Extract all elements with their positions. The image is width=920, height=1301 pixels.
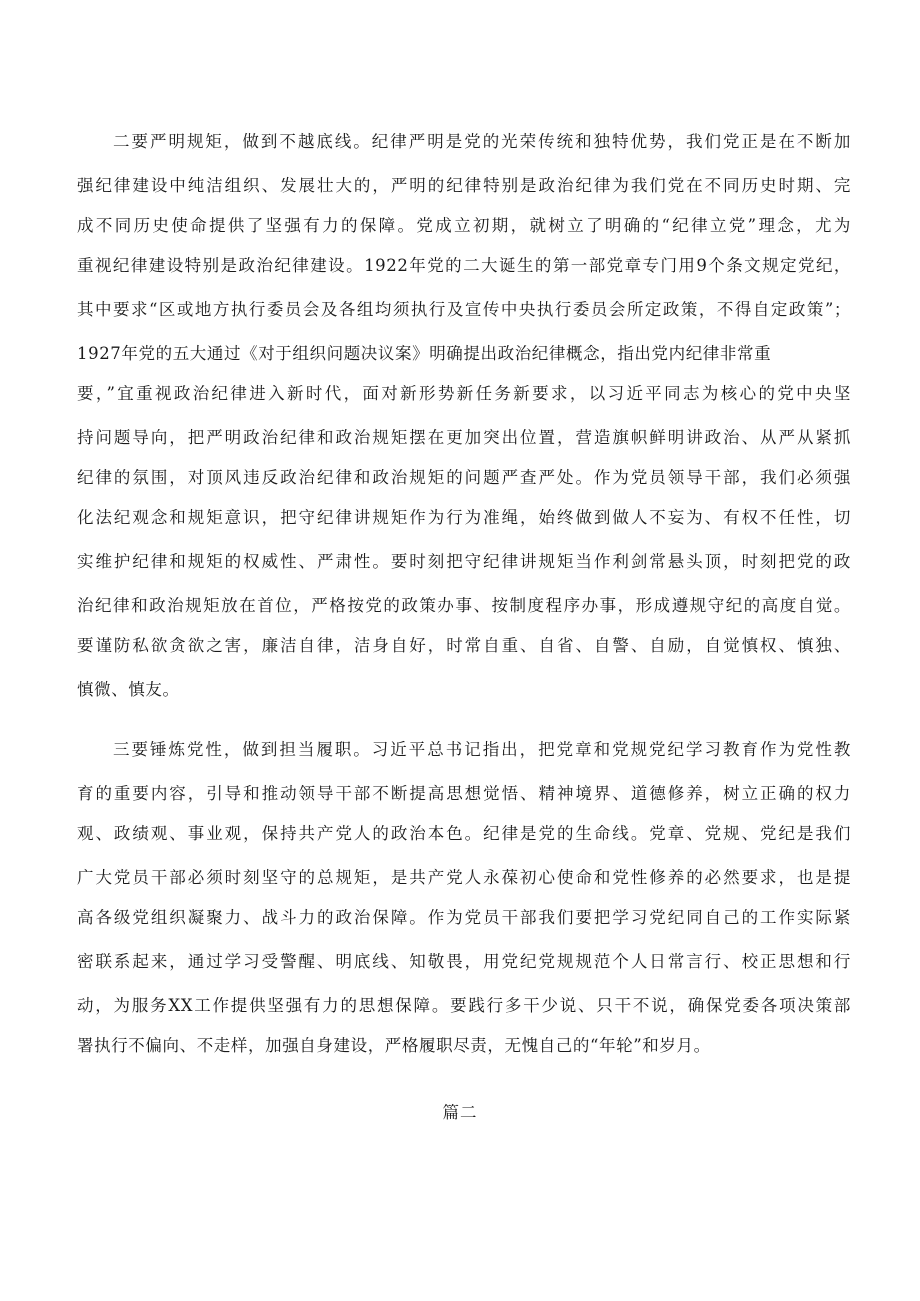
text-line: 持问题导向，把严明政治纪律和政治规矩摆在更加突出位置，营造旗帜鲜明讲政治、从严从紧抓 <box>77 428 851 447</box>
text-line: 密联系起来，通过学习受警醒、明底线、知敬畏，用党纪党规规范个人日常言行、校正思想和行 <box>77 952 851 971</box>
text-line: 其中要求“区或地方执行委员会及各组均须执行及宣传中央执行委员会所定政策，不得自定政策”； <box>77 300 851 319</box>
text-line: 纪律的氛围，对顶风违反政治纪律和政治规矩的问题严查严处。作为党员领导干部，我们必须强 <box>77 468 851 487</box>
text-line: 1927年党的五大通过《对于组织问题决议案》明确提出政治纪律概念，指出党内纪律非常重 <box>77 344 772 363</box>
section-heading: 篇二 <box>442 1103 478 1122</box>
text-line: 成不同历史使命提供了坚强有力的保障。党成立初期，就树立了明确的“纪律立党”理念，尤为 <box>77 216 851 235</box>
text-line: 高各级党组织凝聚力、战斗力的政治保障。作为党员干部我们要把学习党纪同自己的工作实际紧 <box>77 908 851 927</box>
text-line: 三要锤炼党性，做到担当履职。习近平总书记指出，把党章和党规党纪学习教育作为党性教 <box>113 740 851 759</box>
text-line: 要谨防私欲贪欲之害，廉洁自律，洁身自好，时常自重、自省、自警、自励，自觉慎权、慎独、 <box>77 636 851 655</box>
text-line: 二要严明规矩，做到不越底线。纪律严明是党的光荣传统和独特优势，我们党正是在不断加 <box>113 132 851 151</box>
text-line: 育的重要内容，引导和推动领导干部不断提高思想觉悟、精神境界、道德修养，树立正确的权力 <box>77 784 851 803</box>
text-line: 重视纪律建设特别是政治纪律建设。1922年党的二大诞生的第一部党章专门用9个条文规定党纪， <box>77 256 851 275</box>
text-line: 化法纪观念和规矩意识，把守纪律讲规矩作为行为准绳，始终做到做人不妄为、有权不任性，切 <box>77 508 851 527</box>
text-line: 观、政绩观、事业观，保持共产党人的政治本色。纪律是党的生命线。党章、党规、党纪是我们 <box>77 824 851 843</box>
text-line: 强纪律建设中纯洁组织、发展壮大的，严明的纪律特别是政治纪律为我们党在不同历史时期、完 <box>77 176 851 195</box>
text-line: 实维护纪律和规矩的权威性、严肃性。要时刻把守纪律讲规矩当作利剑常悬头顶，时刻把党的政 <box>77 552 851 571</box>
text-line: 动，为服务XX工作提供坚强有力的思想保障。要践行多干少说、只干不说，确保党委各项决策部 <box>77 996 851 1015</box>
text-line: 治纪律和政治规矩放在首位，严格按党的政策办事、按制度程序办事，形成遵规守纪的高度自觉。 <box>77 596 851 615</box>
text-line: 要，”宜重视政治纪律进入新时代，面对新形势新任务新要求，以习近平同志为核心的党中央坚 <box>77 384 851 403</box>
text-line: 广大党员干部必须时刻坚守的总规矩，是共产党人永葆初心使命和党性修养的必然要求，也是提 <box>77 868 851 887</box>
text-line: 慎微、慎友。 <box>77 680 180 699</box>
text-line: 署执行不偏向、不走样，加强自身建设，严格履职尽责，无愧自己的“年轮”和岁月。 <box>77 1036 711 1055</box>
